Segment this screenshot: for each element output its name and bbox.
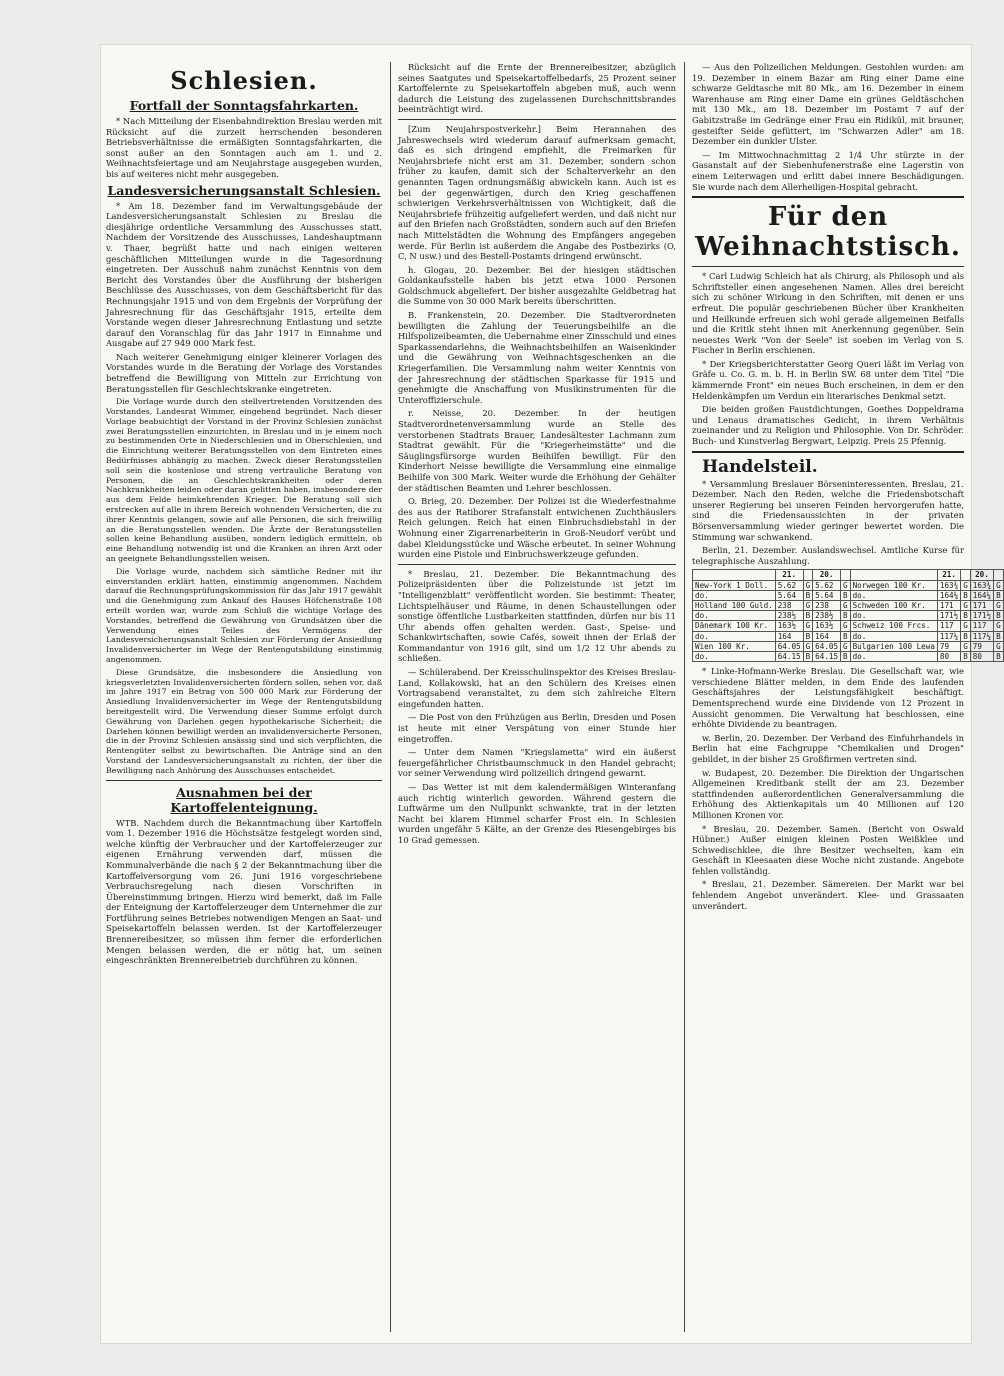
table-cell: G [803, 621, 813, 631]
table-cell: B [961, 611, 971, 621]
article-paragraph: * Breslau, 21. Dezember. Sämereien. Der Markt war bei fehlendem Angebot unverändert. Klee- und Grassaaten unverändert. [692, 879, 964, 911]
table-cell: 171 [970, 600, 993, 610]
article-paragraph: h. Glogau, 20. Dezember. Bei der hiesigen städtischen Goldankaufsstelle haben bis jetzt etwa 1000 Personen Goldschmuck abgeliefert. Der bisher ausgezahlte Geldbetrag hat die Summe von 30 000 Mark bereits überschritten. [398, 264, 676, 307]
article-paragraph: — Unter dem Namen "Kriegslametta" wird ein äußerst feuergefährlicher Christbaumschmuck in den Handel gebracht; vor seiner Verwendung wird polizeilich dringend gewarnt. [398, 747, 676, 779]
table-cell: G [841, 621, 851, 631]
article-heading: Ausnahmen bei der Kartoffelenteignung. [170, 784, 318, 815]
table-cell: B [961, 631, 971, 641]
article-paragraph: Die Vorlage wurde, nachdem sich sämtliche Redner mit ihr einverstanden erklärt hatten, einstimmig angenommen. Nachdem darauf die Rechnungsprüfungskommission für das Jahr 1917 gewählt und die Genehmigung zum Ankauf des Hauses Höfchenstraße 108 erteilt worden war, wurde zum Schluß die wichtige Vorlage des Vorstandes, betreffend die Gewährung von Grundsätzen über die Verwendung eines Teiles des Vermögens der Landesversicherungsanstalt Schlesien zur Förderung der Ansiedlung Invalidenversicherter im Wege der Rentengutsbildung einstimmig angenommen. [106, 566, 382, 664]
table-cell: 238½ [775, 611, 803, 621]
table-cell: G [803, 580, 813, 590]
table-cell: Dänemark 100 Kr. [693, 621, 776, 631]
table-cell: 117¼ [937, 631, 960, 641]
table-cell: Schweden 100 Kr. [850, 600, 937, 610]
table-cell: B [841, 652, 851, 662]
table-cell: 117 [937, 621, 960, 631]
divider [692, 266, 964, 267]
section-title: Für den Weihnachtstisch. [695, 202, 961, 263]
article-paragraph: — Das Wetter ist mit dem kalendermäßigen Winteranfang auch richtig winterlich geworden. Während gestern die Luftwärme um den Nullpunkt schwankte, trat in der letzten Nacht bei klarem Himmel scharfer Frost ein. In Schlesien wurden ungefähr 5 Kälte, an der Grenze des Riesengebirges bis 10 Grad gemessen. [398, 782, 676, 845]
article-paragraph: Die Vorlage wurde durch den stellvertretenden Vorsitzenden des Vorstandes, Landesrat Wimmer, eingehend begründet. Nach dieser Vorlage beabsichtigt der Vorstand in der Provinz Schlesien zunächst zwei Beratungsstellen einzurichten, in Breslau und in je einem noch zu bestimmenden Orte in Niederschlesien und in Oberschlesien, und die Einrichtung weiterer Beratungsstellen von dem Eintreten eines Bedürfnisses abhängig zu machen. Zweck dieser Beratungsstellen soll sein die kostenlose und streng vertrauliche Beratung von Personen, die an Geschlechtskrankheiten oder deren Nachkrankheiten leiden oder daran gelitten haben, insbesondere der aus dem Felde heimkehrenden Krieger. Die Beratung soll sich erstrecken auf alle in ihrem Bereich wohnenden Versicherten, die zu ihrer Kenntnis gelangen, sowie auf alle Personen, die sich freiwillig an die Beratungsstellen wenden. Die Ärzte der Beratungsstellen sollen keine Behandlung ausüben, sondern lediglich ermitteln, ob eine Behandlung notwendig ist und die Kranken an ihren Arzt oder an geeignete Behandlungsstellen weisen. [106, 397, 382, 563]
table-cell: 163¾ [970, 580, 993, 590]
table-cell: do. [850, 652, 937, 662]
table-header-cell [850, 570, 937, 580]
column-rule [684, 62, 685, 1332]
table-header-cell [994, 570, 1004, 580]
table-cell: 117 [970, 621, 993, 631]
table-row [693, 580, 1004, 590]
table-cell: B [803, 652, 813, 662]
table-cell: 80 [970, 652, 993, 662]
table-cell: do. [850, 590, 937, 600]
table-cell: 5.64 [775, 590, 803, 600]
table-row [693, 621, 1004, 631]
table-cell: 164¼ [970, 590, 993, 600]
table-cell: 64.05 [813, 641, 841, 651]
table-cell: 80 [937, 652, 960, 662]
table-cell: Bulgarien 100 Lewa [850, 641, 937, 651]
table-cell: B [994, 611, 1004, 621]
article-paragraph: * Nach Mitteilung der Eisenbahndirektion Breslau werden mit Rücksicht auf die zurzeit herrschenden besonderen Betriebsverhältnisse die ermäßigten Sonntagsfahrkarten, die sonst außer an den Sonntagen auch am 1. und 2. Weihnachtsfeiertage und am Neujahrstage ausgegeben wurden, bis auf weiteres nicht mehr ausgegeben. [106, 116, 382, 179]
table-cell: 5.62 [775, 580, 803, 590]
table-header-cell [841, 570, 851, 580]
table-cell: 164 [775, 631, 803, 641]
article-paragraph: Nach weiterer Genehmigung einiger kleinerer Vorlagen des Vorstandes wurde in die Beratung der Vorlage des Vorstandes betreffend die Bewilligung von Mitteln zur Errichtung von Beratungsstellen für Geschlechtskranke eingetreten. [106, 351, 382, 394]
table-cell: G [994, 580, 1004, 590]
table-header-cell: 21. [937, 570, 960, 580]
table-cell: 163½ [813, 621, 841, 631]
table-cell: B [994, 590, 1004, 600]
article-paragraph: WTB. Nachdem durch die Bekanntmachung über Kartoffeln vom 1. Dezember 1916 die Höchstsätze festgelegt worden sind, welche künftig der Verbraucher und der Kartoffelerzeuger zur eigenen Ernährung verwenden darf, müssen die Kommunalverbände die nach § 2 der Bekanntmachung über die Kartoffelversorgung vom 26. Juni 1916 vorgeschriebene Verbrauchsregelung nach diesen Vorschriften in Übereinstimmung bringen. Hierzu wird bemerkt, daß im Falle der Enteignung der Kartoffelerzeuger dem Unternehmer die zur Fortführung seines Betriebes notwendigen Mengen an Saat- und Speisekartoffeln belassen werden. Ist der Kartoffelerzeuger Brennereibesitzer, so müssen ihm ferner die erforderlichen Mengen belassen werden, die er nötig hat, um seinen eingeschränkten Brennereibetrieb durchführen zu können. [106, 817, 382, 966]
article-paragraph: * Am 18. Dezember fand im Verwaltungsgebäude der Landesversicherungsanstalt Schlesien zu Breslau die diesjährige ordentliche Versammlung des Ausschusses statt. Nachdem der Vorsitzende des Ausschusses, Landeshauptmann v. Thaer, begrüßt hatte und nach einigen weiteren geschäftlichen Mitteilungen wurde in die Tagesordnung eingetreten. Der Ausschuß nahm zunächst Kenntnis von dem Bericht des Vorstandes über die Ausführung der bisherigen Beschlüsse des Ausschusses, von dem Geschäftsbericht für das Rechnungsjahr 1915 und von dem Ergebnis der Vorprüfung der Jahresrechnung für das Geschäftsjahr 1915, erteilte dem Vorstande wegen dieser Jahresrechnung Entlastung und setzte darauf den Voranschlag für das Jahr 1917 in Einnahme und Ausgabe auf 27 949 000 Mark fest. [106, 200, 382, 349]
article-paragraph: B. Frankenstein, 20. Dezember. Die Stadtverordneten bewilligten die Zahlung der Teuerungsbeihilfe an die Hilfspolizeibeamten, die Uebernahme einer Zinsschuld und eines Sparkassendarlehns, die Weihnachtsbeihilfen an Waisenkinder und die Gewährung von Weihnachtsgeschenken an die Kriegerfamilien. Die Versammlung nahm weiter Kenntnis von der Jahresrechnung der städtischen Sparkasse für 1915 und genehmigte die Anschaffung von Musikinstrumenten für die Unteroffizierschule. [398, 310, 676, 405]
table-header-cell [803, 570, 813, 580]
table-cell: B [994, 631, 1004, 641]
table-row [693, 652, 1004, 662]
table-cell: B [841, 631, 851, 641]
article-paragraph: — Die Post von den Frühzügen aus Berlin, Dresden und Posen ist heute mit einer Verspätung von einer Stunde hier eingetroffen. [398, 712, 676, 744]
table-cell: do. [850, 611, 937, 621]
table-row [693, 590, 1004, 600]
table-cell: G [994, 641, 1004, 651]
table-cell: 64.15 [813, 652, 841, 662]
article-paragraph: — Im Mittwochnachmittag 2 1/4 Uhr stürzte in der Gasanstalt auf der Siebenhufenerstraße eine Lagerstin von einem Leiterwagen und erlitt dabei innere Beschädigungen. Sie wurde nach dem Allerheiligen-Hospital gebracht. [692, 149, 964, 192]
table-cell: 5.64 [813, 590, 841, 600]
column-middle [398, 62, 676, 1332]
table-row [693, 641, 1004, 651]
article-heading: Fortfall der Sonntagsfahrkarten. [129, 98, 359, 113]
article-paragraph: * Der Kriegsberichterstatter Georg Queri läßt im Verlag von Gräfe u. Co. G. m. b. H. in Berlin SW. 68 unter dem Titel "Die kämmernde Front" ein neues Buch erscheinen, in dem er den Heldenkämpfen um Verdun ein literarisches Denkmal setzt. [692, 358, 964, 401]
table-cell: Wien 100 Kr. [693, 641, 776, 651]
table-cell: G [841, 580, 851, 590]
table-cell: 164¼ [937, 590, 960, 600]
table-cell: B [803, 590, 813, 600]
table-header-cell: 20. [813, 570, 841, 580]
article-paragraph: w. Berlin, 20. Dezember. Der Verband des Einfuhrhandels in Berlin hat eine Fachgruppe "Chemikalien und Drogen" gebildet, in der bisher 25 Großfirmen vertreten sind. [692, 732, 964, 764]
table-cell: 171 [937, 600, 960, 610]
table-cell: 238 [775, 600, 803, 610]
table-cell: 64.05 [775, 641, 803, 651]
table-cell: B [803, 611, 813, 621]
table-cell: do. [850, 631, 937, 641]
table-cell: 238 [813, 600, 841, 610]
article-heading: Landesversicherungsanstalt Schlesien. [107, 182, 381, 198]
table-row [693, 631, 1004, 641]
article-paragraph: Die beiden großen Faustdichtungen, Goethes Doppeldrama und Lenaus dramatisches Gedicht, in ihrem Verhältnis zueinander und zu Religion und Philosophie. Von Dr. Schröder. Buch- und Kunstverlag Bergwart, Leipzig. Preis 25 Pfennig. [692, 404, 964, 447]
article-paragraph: * Breslau, 20. Dezember. Samen. (Bericht von Oswald Hübner.) Außer einigen kleinen Posten Weißklee und Schwedischklee, die ihre Besitzer wechselten, kam ein Geschäft in Kleesaaten diese Woche nicht zustande. Angebote fehlen vollständig. [692, 823, 964, 876]
table-cell: 79 [937, 641, 960, 651]
table-header-cell: 21. [775, 570, 803, 580]
table-cell: 64.15 [775, 652, 803, 662]
divider [106, 780, 382, 781]
table-cell: G [994, 600, 1004, 610]
table-cell: 163¾ [937, 580, 960, 590]
exchange-rate-table [692, 569, 1004, 662]
table-cell: do. [693, 590, 776, 600]
table-cell: 238½ [813, 611, 841, 621]
section-title: Schlesien. [170, 66, 318, 95]
article-paragraph: r. Neisse, 20. Dezember. In der heutigen Stadtverordnetenversammlung wurde an Stelle des verstorbenen Stadtrats Brauer, Landesältester Lachmann zum Stadtrat gewählt. Für die "Kriegerheimstätte" und die Säuglingsfürsorge wurden Beihilfen bewilligt. Für den Kinderhort Neisse bewilligte die Versammlung eine einmalige Beihilfe von 300 Mark. Weiter wurde die Erhöhung der Gehälter der städtischen Beamten und Lehrer beschlossen. [398, 408, 676, 493]
table-cell: B [803, 631, 813, 641]
table-cell: G [994, 621, 1004, 631]
table-cell: 171½ [937, 611, 960, 621]
table-cell: G [803, 600, 813, 610]
column-rule [390, 62, 391, 1332]
article-paragraph: w. Budapest, 20. Dezember. Die Direktion der Ungarischen Allgemeinen Kreditbank stellt der am 23. Dezember stattfindenden außerordentlichen Generalversammlung die Erhöhung des Aktienkapitals um 40 Millionen auf 120 Millionen Kronen vor. [692, 767, 964, 820]
article-paragraph: * Linke-Hofmann-Werke Breslau. Die Gesellschaft war, wie verschiedene Blätter melden, in dem Ende des laufenden Geschäftsjahres der Leistungsfähigkeit beschäftigt. Dementsprechend wurde eine Dividende von 12 Prozent in Aussicht genommen. Die Verwaltung hat beschlossen, eine erhöhte Dividende zu beantragen. [692, 666, 964, 730]
divider [692, 196, 964, 198]
table-header-row [693, 570, 1004, 580]
article-paragraph: Rücksicht auf die Ernte der Brennereibesitzer, abzüglich seines Saatgutes und Speisekartoffelbedarfs, 25 Prozent seiner Kartoffelernte zu Speisekartoffeln abgeben muß, auch wenn dadurch die Leistung des zugelassenen Durchschnittsbrandes beeinträchtigt wird. [398, 62, 676, 115]
column-left [106, 62, 382, 1332]
table-cell: G [841, 600, 851, 610]
article-paragraph: [Zum Neujahrspostverkehr.] Beim Herannahen des Jahreswechsels wird wiederum darauf aufmerksam gemacht, daß es sich dringend empfiehlt, die Freimarken für Neujahrsbriefe nicht erst am 31. Dezember, sondern schon früher zu kaufen, damit sich der Schalterverkehr an den genannten Tagen ordnungsmäßig abwickeln kann. Auch ist es bei der gegenwärtigen, durch den Krieg geschaffenen schwierigen Verkehrsverhältnissen von Wichtigkeit, daß die Neujahrsbriefe frühzeitig aufgeliefert werden, und daß nicht nur auf den Briefen nach Großstädten, sondern auch auf den Briefen nach Mittelstädten die Wohnung des Empfängers angegeben werde. Für Berlin ist außerdem die Angabe des Postbezirks (O, C, N usw.) und des Bestell-Postamts dringend erwünscht. [398, 123, 676, 262]
divider [398, 564, 676, 565]
table-cell: 164 [813, 631, 841, 641]
table-cell: B [961, 652, 971, 662]
article-paragraph: — Aus den Polizeilichen Meldungen. Gestohlen wurden: am 19. Dezember in einem Bazar am Ring einer Dame eine schwarze Geldtasche mit 80 Mk., am 16. Dezember in einem Warenhause am Ring einer Dame ein grünes Geldtäschchen mit 130 Mk., am 18. Dezember im Postamt 7 auf der Gabitzstraße im Gedränge einer Frau ein Ridikül, mit brauner, gesteifter Seide gefüttert, im "Schwarzen Adler" am 18. Dezember ein dunkler Ulster. [692, 62, 964, 147]
newspaper-page [100, 44, 1001, 1344]
table-cell: B [961, 590, 971, 600]
table-cell: Norwegen 100 Kr. [850, 580, 937, 590]
article-paragraph: Diese Grundsätze, die insbesondere die Ansiedlung von kriegsverletzten Invalidenversicherten fördern sollen, sehen vor, daß im Jahre 1917 ein Betrag von 500 000 Mark zur Förderung der Ansiedlung Invalidenversicherter im Wege der Rentengutsbildung bereitgestellt wird. Die Verwendung dieser Summe erfolgt durch Gewährung von Darlehen gegen hypothekarische Sicherheit; die Darlehen können bewilligt werden an invalidenversicherte Personen, die in der Provinz Schlesien ansässig sind und sich verpflichten, die Rentengüter selbst zu bewirtschaften. Die Anträge sind an den Vorstand der Landesversicherungsanstalt zu richten, der über die Bewilligung nach Anhörung des Ausschusses entscheidet. [106, 667, 382, 775]
divider [398, 119, 676, 120]
table-header-cell: 20. [970, 570, 993, 580]
table-cell: 79 [970, 641, 993, 651]
column-right [692, 62, 1001, 1332]
table-cell: G [961, 600, 971, 610]
article-paragraph: * Carl Ludwig Schleich hat als Chirurg, als Philosoph und als Schriftsteller einen angesehenen Namen. Alles drei bereicht sich zu schöner Wirkung in den Schriften, mit denen er uns erfreut. Die populär geschriebenen Bücher über Krankheiten und Heilkunde erfreuen sich wohl gerade allgemeinen Beifalls und die Kritik steht ihnen mit Anerkennung gegenüber. Sein neuestes Werk "Von der Seele" ist soeben im Verlag von S. Fischer in Berlin erschienen. [692, 271, 964, 356]
section-title: Handelsteil. [702, 456, 818, 477]
table-row [693, 600, 1004, 610]
article-paragraph: — Schülerabend. Der Kreisschulinspektor des Kreises Breslau-Land, Kollakowski, hat an den Schülern des Kreises einen Vortragsabend veranstaltet, zu dem sich zahlreiche Eltern eingefunden hatten. [398, 667, 676, 709]
table-row [693, 611, 1004, 621]
table-cell: 171½ [970, 611, 993, 621]
table-cell: do. [693, 611, 776, 621]
table-cell: G [961, 641, 971, 651]
table-cell: Holland 100 Guld. [693, 600, 776, 610]
table-header-cell [693, 570, 776, 580]
table-cell: G [803, 641, 813, 651]
table-cell: G [961, 621, 971, 631]
table-cell: G [841, 641, 851, 651]
table-cell: 117¼ [970, 631, 993, 641]
table-cell: New-York 1 Doll. [693, 580, 776, 590]
table-caption: Berlin, 21. Dezember. Auslandswechsel. Amtliche Kurse für telegraphische Auszahlung. [692, 545, 964, 566]
table-cell: G [961, 580, 971, 590]
article-paragraph: O. Brieg, 20. Dezember. Der Polizei ist die Wiederfestnahme des aus der Ratiborer Strafanstalt entwichenen Zuchthäuslers Reich gelungen. Reich hat einen Einbruchsdiebstahl in der Wohnung einer Zigarrenarbeiterin in Groß-Neudorf verübt und dabei Kleidungsstücke und Wäsche erbeutet. In seiner Wohnung wurden eine Pistole und Einbruchswerkzeuge gefunden. [398, 496, 676, 560]
table-cell: do. [693, 631, 776, 641]
table-cell: 5.62 [813, 580, 841, 590]
table-cell: 163½ [775, 621, 803, 631]
article-paragraph: * Breslau, 21. Dezember. Die Bekanntmachung des Polizeipräsidenten über die Polizeistunde ist jetzt im "Intelligenzblatt" veröffentlicht worden. Sie bestimmt: Theater, Lichtspielhäuser und Räume, in denen Schaustellungen oder sonstige öffentliche Lustbarkeiten stattfinden, dürfen nur bis 11 Uhr abends offen gehalten werden. Gast-, Speise- und Schankwirtschaften, sowie Cafés, soweit ihnen der Erlaß der Kommandantur von 1916 gilt, sind um 1/2 12 Uhr abends zu schließen. [398, 568, 676, 664]
table-cell: B [841, 611, 851, 621]
table-header-cell [961, 570, 971, 580]
table-body [693, 580, 1004, 662]
divider [692, 451, 964, 453]
table-cell: do. [693, 652, 776, 662]
article-paragraph: * Versammlung Breslauer Börseninteressenten. Breslau, 21. Dezember. Nach den Reden, welche die Friedensbotschaft unserer Regierung bei unseren Feinden hervorgerufen hatte, sind die Friedensaussichten in der privaten Börsenversammlung wieder geringer bewertet worden. Die Stimmung war schwankend. [692, 478, 964, 542]
table-cell: B [841, 590, 851, 600]
table-cell: B [994, 652, 1004, 662]
table-cell: Schweiz 100 Frcs. [850, 621, 937, 631]
